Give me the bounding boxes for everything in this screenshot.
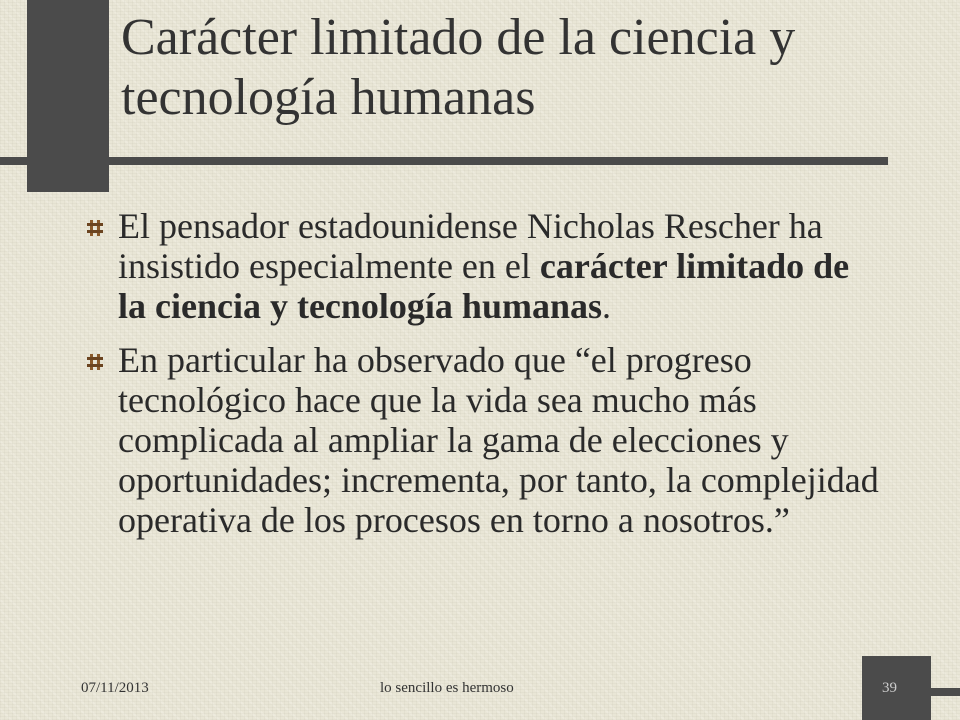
bullet-text-segment: El pensador estadounidense Nicholas Rescher ha insistido especialmente en el — [118, 206, 823, 286]
bullet-text — [118, 206, 849, 326]
hash-bullet-icon — [86, 219, 104, 237]
footer-accent-bar — [931, 688, 960, 696]
bullet-text-emphasis: carácter limitado de la ciencia y tecnología humanas — [118, 246, 850, 326]
slide-title-line-1: Carácter limitado de la ciencia y — [121, 9, 796, 66]
slide-title-line-2: tecnología humanas — [121, 69, 536, 126]
bullet-item — [86, 206, 886, 326]
bullet-text — [118, 340, 879, 540]
footer-date: 07/11/2013 — [81, 680, 149, 696]
bullet-item — [86, 340, 886, 540]
footer-caption: lo sencillo es hermoso — [380, 680, 514, 696]
page-number: 39 — [882, 680, 897, 696]
hash-bullet-icon — [86, 353, 104, 371]
bullet-text-segment: En particular ha observado que “el progreso tecnológico hace que la vida sea mucho más complicada al ampliar la gama de elecciones y oportunidades; incrementa, por tanto, la complejidad operativa de los procesos en torno a nosotros.” — [118, 340, 879, 540]
title-underline-bar — [0, 157, 888, 165]
bullet-text-segment: . — [602, 286, 611, 326]
slide-title — [121, 8, 921, 128]
bullet-list — [86, 206, 886, 554]
